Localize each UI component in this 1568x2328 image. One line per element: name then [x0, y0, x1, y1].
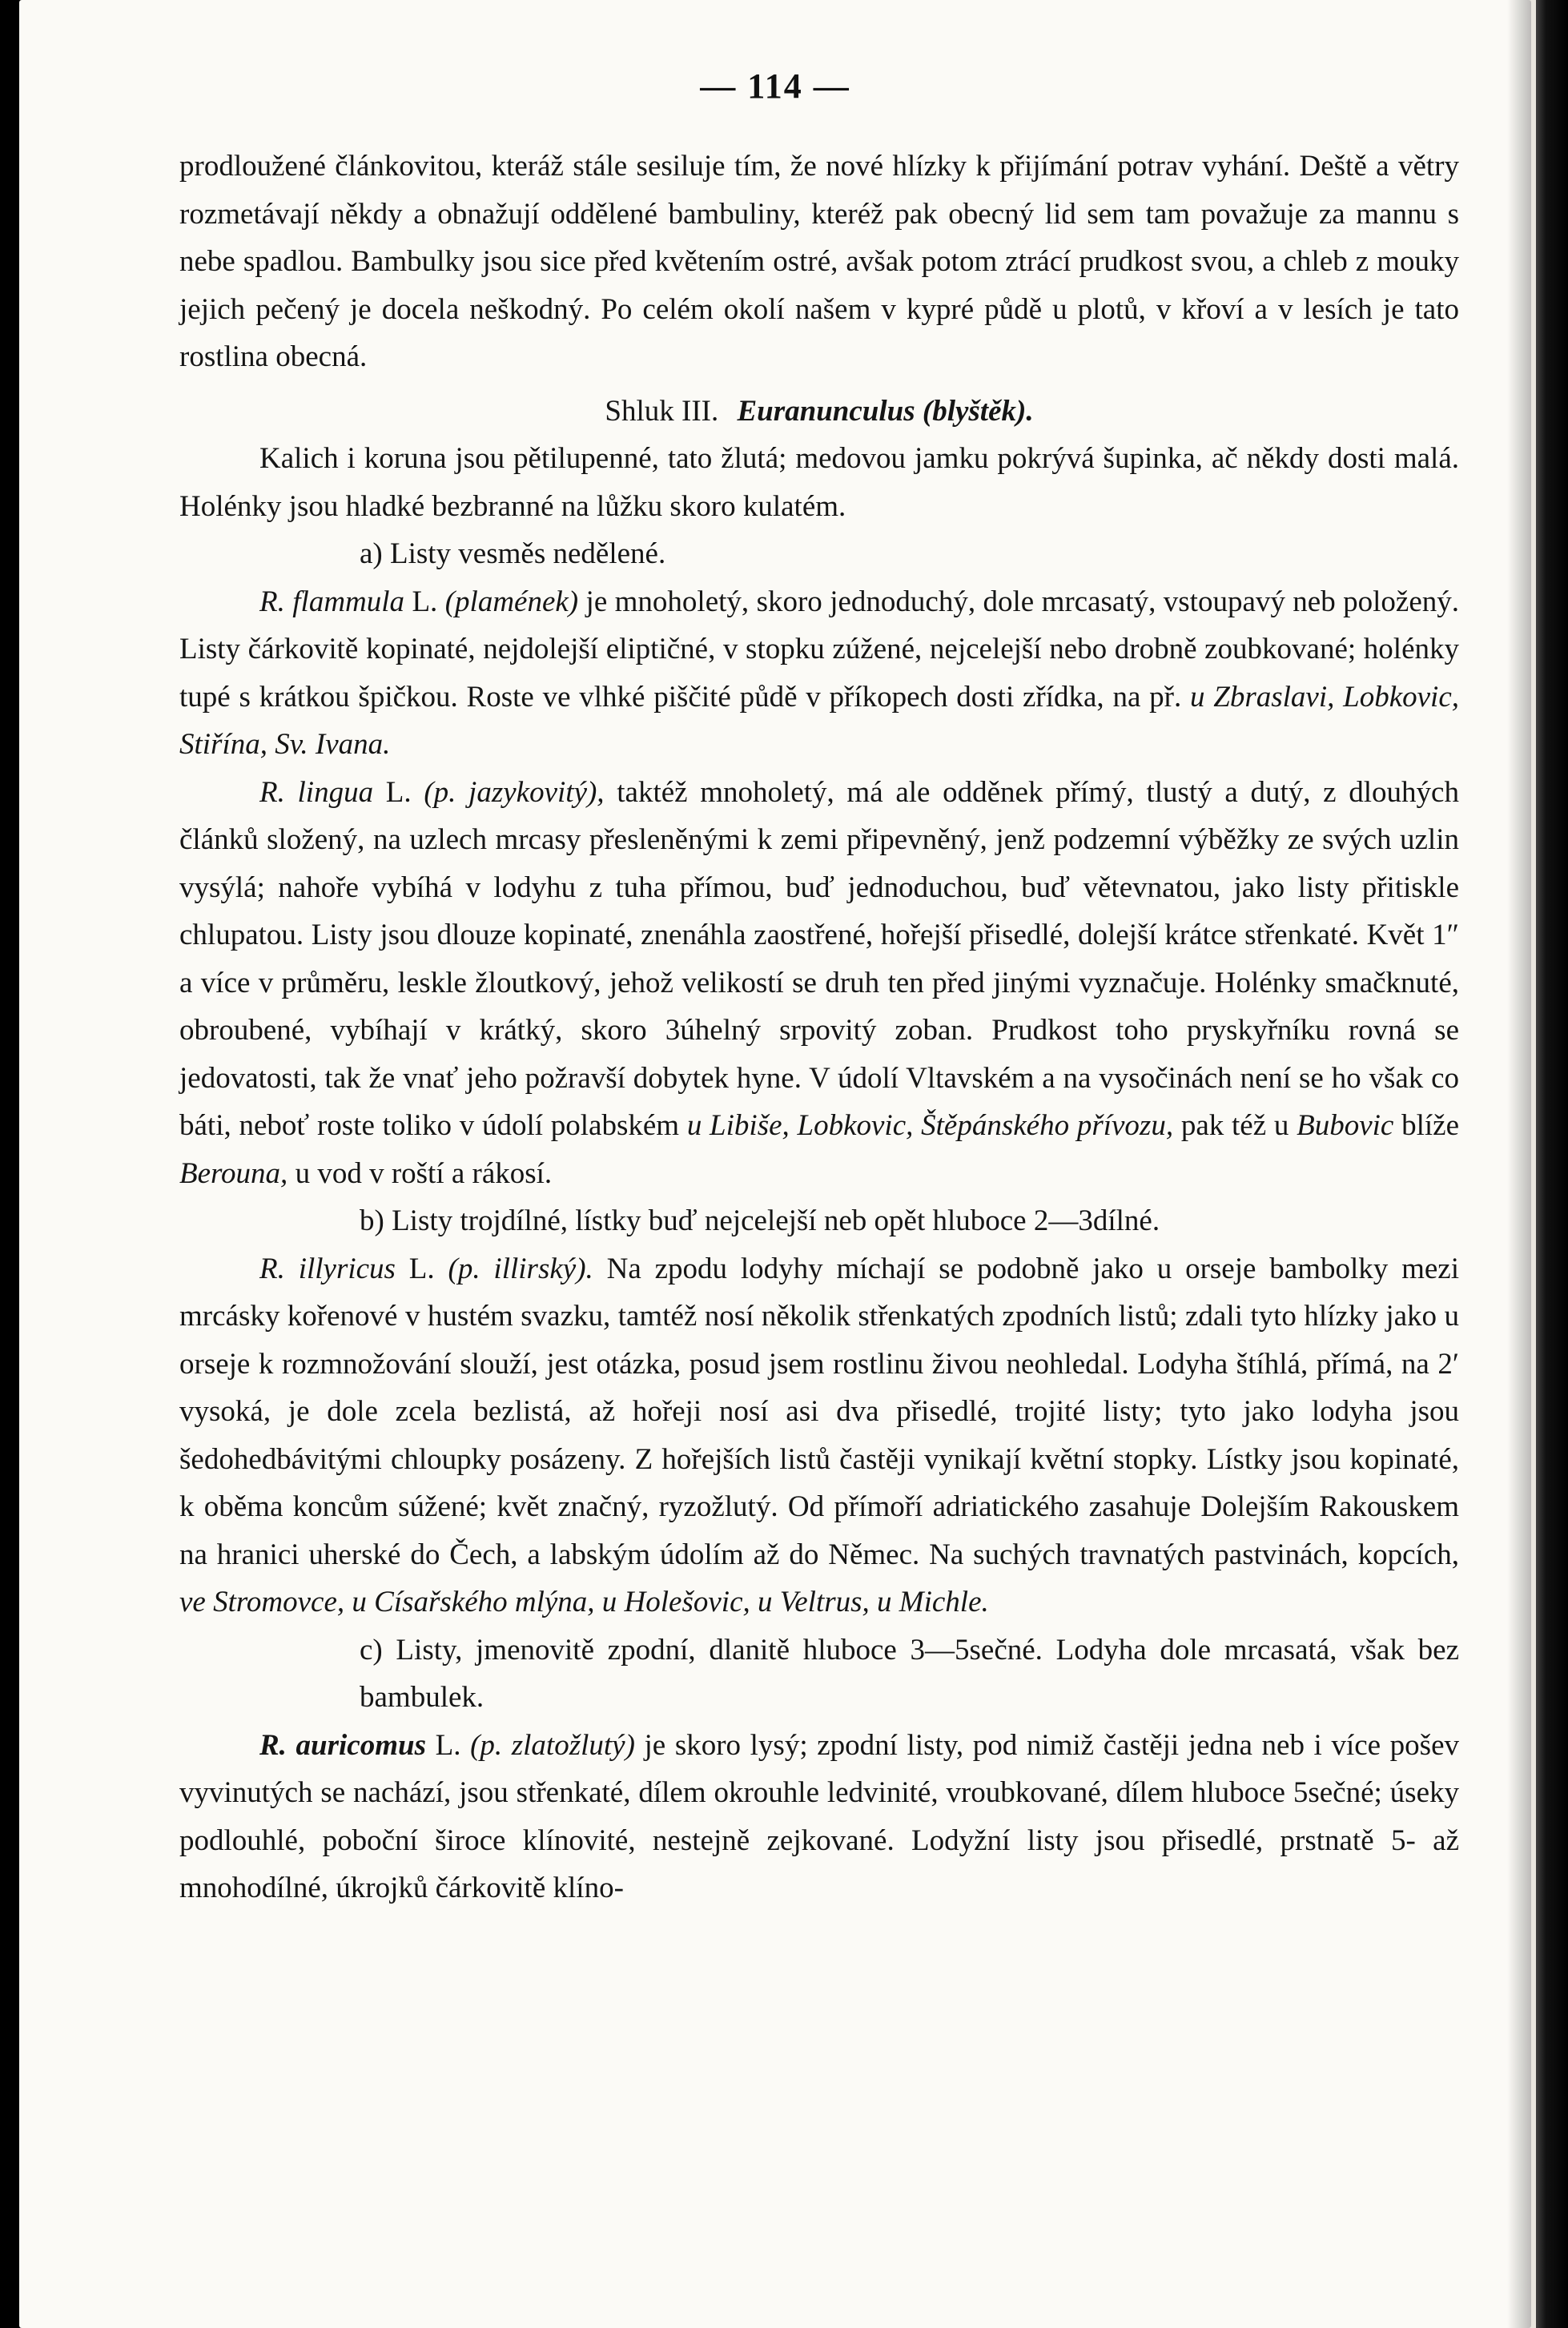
- subsection-b: b) Listy trojdílné, lístky buď nejcelejší neb opět hluboce 2—3dílné.: [360, 1204, 1160, 1237]
- species-flammula: [179, 578, 1459, 769]
- species-lingua: [179, 769, 1459, 1198]
- paragraph-shluk-description: Kalich i koruna jsou pětilupenné, tato žlutá; medovou jamku pokrývá šupinka, ač někdy dosti malá. Holénky jsou hladké bezbranné na lůžku skoro kulatém.: [179, 442, 1459, 523]
- species-name: R. flammula: [259, 585, 405, 618]
- species-body: Na zpodu lodyhy míchají se podobně jako u orseje bambolky mezi mrcásky kořenové v hustém svazku, tamtéž nosí několik střenkatých zpodních listů; zdali tyto hlízky jako u orseje k rozmnožování slouží, jest otázka, posud jsem rostlinu živou neohledal. Lodyha štíhlá, přímá, na 2′ vysoká, je dole zcela bezlistá, až hořeji nosí asi dva přisedlé, trojité listy; tyto jako lodyha jsou šedohedbávitými chloupky posázeny. Z hořejších listů častěji vynikají květní stopky. Lístky jsou kopinaté, k oběma koncům súžené; květ značný, ryzožlutý. Od přímoří adriatického zasahuje Dolejším Rakouskem na hranici uherské do Čech, a labským údolím až do Němec. Na suchých travnatých pastvinách, kopcích,: [179, 1252, 1459, 1571]
- species-body: pak též u: [1173, 1109, 1297, 1142]
- species-author: L.: [373, 775, 424, 809]
- species-places: ve Stromovce, u Císařského mlýna, u Holešovic, u Veltrus, u Michle.: [179, 1586, 989, 1618]
- species-body: taktéž mnoholetý, má ale odděnek přímý, tlustý a dutý, z dlouhých článků složený, na uzlech mrcasy přesleněnými k zemi připevněný, jenž podzemní výběžky ze svých uzlin vysýlá; nahoře vybíhá v lodyhu z tuha přímou, buď jednoduchou, buď větevnatou, jako listy přitiskle chlupatou. Listy jsou dlouze kopinaté, znenáhla zaostřené, hořejší přisedlé, dolejší krátce střenkaté. Květ 1″ a více v průměru, leskle žloutkový, jehož velikostí se druh ten před jinými vyznačuje. Holénky smačknuté, obroubené, vybíhají v krátký, skoro 3úhelný srpovitý zoban. Prudkost toho pryskyřníku rovná se jedovatosti, tak že vnať jeho požravší dobytek hyne. V údolí Vltavském a na vysočinách není se ho však co báti, neboť roste toliko v údolí polabském: [179, 775, 1459, 1142]
- species-body: je mnoholetý, skoro jednoduchý, dole mrcasatý, vstoupavý neb položený. Listy čárkovitě kopinaté, nejdolejší eliptičné, v stopku zúžené, nejcelejší nebo drobně zoubkované; holénky tupé s krátkou špičkou. Roste ve vlhké piščité půdě v příkopech dosti zřídka, na př.: [179, 585, 1459, 714]
- species-common-name: (p. zlatožlutý): [470, 1728, 635, 1762]
- species-author: L.: [404, 585, 445, 618]
- page-number: — 114 —: [700, 66, 850, 106]
- species-common-name: (plamének): [444, 585, 579, 618]
- subsection-a: a) Listy vesměs nedělené.: [360, 537, 666, 570]
- species-body: u vod v roští a rákosí.: [287, 1156, 553, 1190]
- species-body: je skoro lysý; zpodní listy, pod nimiž častěji jedna neb i více pošev vyvinutých se nachází, jsou střenkaté, dílem okrouhle ledvinité, vroubkované, dílem hluboce 5sečné; úseky podlouhlé, poboční široce klínovité, nestejně zejkované. Lodyžní listy jsou přisedlé, prstnatě 5- až mnohodílné, úkrojků čárkovitě klíno-: [179, 1728, 1460, 1904]
- page-text: [179, 143, 1459, 1912]
- species-common-name: (p. illirský).: [448, 1252, 593, 1285]
- species-name: R. illyricus: [259, 1252, 396, 1285]
- paragraph-continuation: prodloužené článkovitou, kteráž stále sesiluje tím, že nové hlízky k přijímání potrav vyhání. Deště a větry rozmetávají někdy a obnažují oddělené bambuliny, kteréž pak obecný lid sem tam považuje za mannu s nebe spadlou. Bambulky jsou sice před květením ostré, avšak potom ztrácí prudkost svou, a chleb z mouky jejich pečený je docela neškodný. Po celém okolí našem v kypré půdě u plotů, v křoví a v lesích je tato rostlina obecná.: [179, 150, 1459, 373]
- species-name: R. lingua: [259, 775, 374, 809]
- species-illyricus: [179, 1245, 1459, 1626]
- book-page: [19, 0, 1531, 2328]
- species-body: blíže: [1393, 1109, 1459, 1142]
- species-common-name: (p. jazykovitý),: [424, 775, 605, 809]
- species-places: u Libiše, Lobkovic, Štěpánského přívozu,: [686, 1109, 1174, 1142]
- book-spine: [1531, 0, 1568, 2328]
- species-places: u Zbraslavi, Lobkovic, Stiřína, Sv. Ivana.: [179, 680, 1459, 761]
- heading-genus: Euranunculus (blyštěk).: [737, 394, 1034, 428]
- species-auricomus: [179, 1722, 1459, 1912]
- species-author: L.: [425, 1728, 471, 1762]
- heading-label: Shluk III.: [605, 394, 719, 428]
- species-author: L.: [395, 1252, 448, 1285]
- subsection-c: c) Listy, jmenovitě zpodní, dlanitě hluboce 3—5sečné. Lodyha dole mrcasatá, však bez bambulek.: [360, 1633, 1459, 1714]
- species-name: R. auricomus: [259, 1728, 426, 1762]
- species-places: Bubovic: [1297, 1109, 1394, 1142]
- species-places: Berouna,: [179, 1156, 288, 1190]
- section-heading: [179, 388, 1459, 436]
